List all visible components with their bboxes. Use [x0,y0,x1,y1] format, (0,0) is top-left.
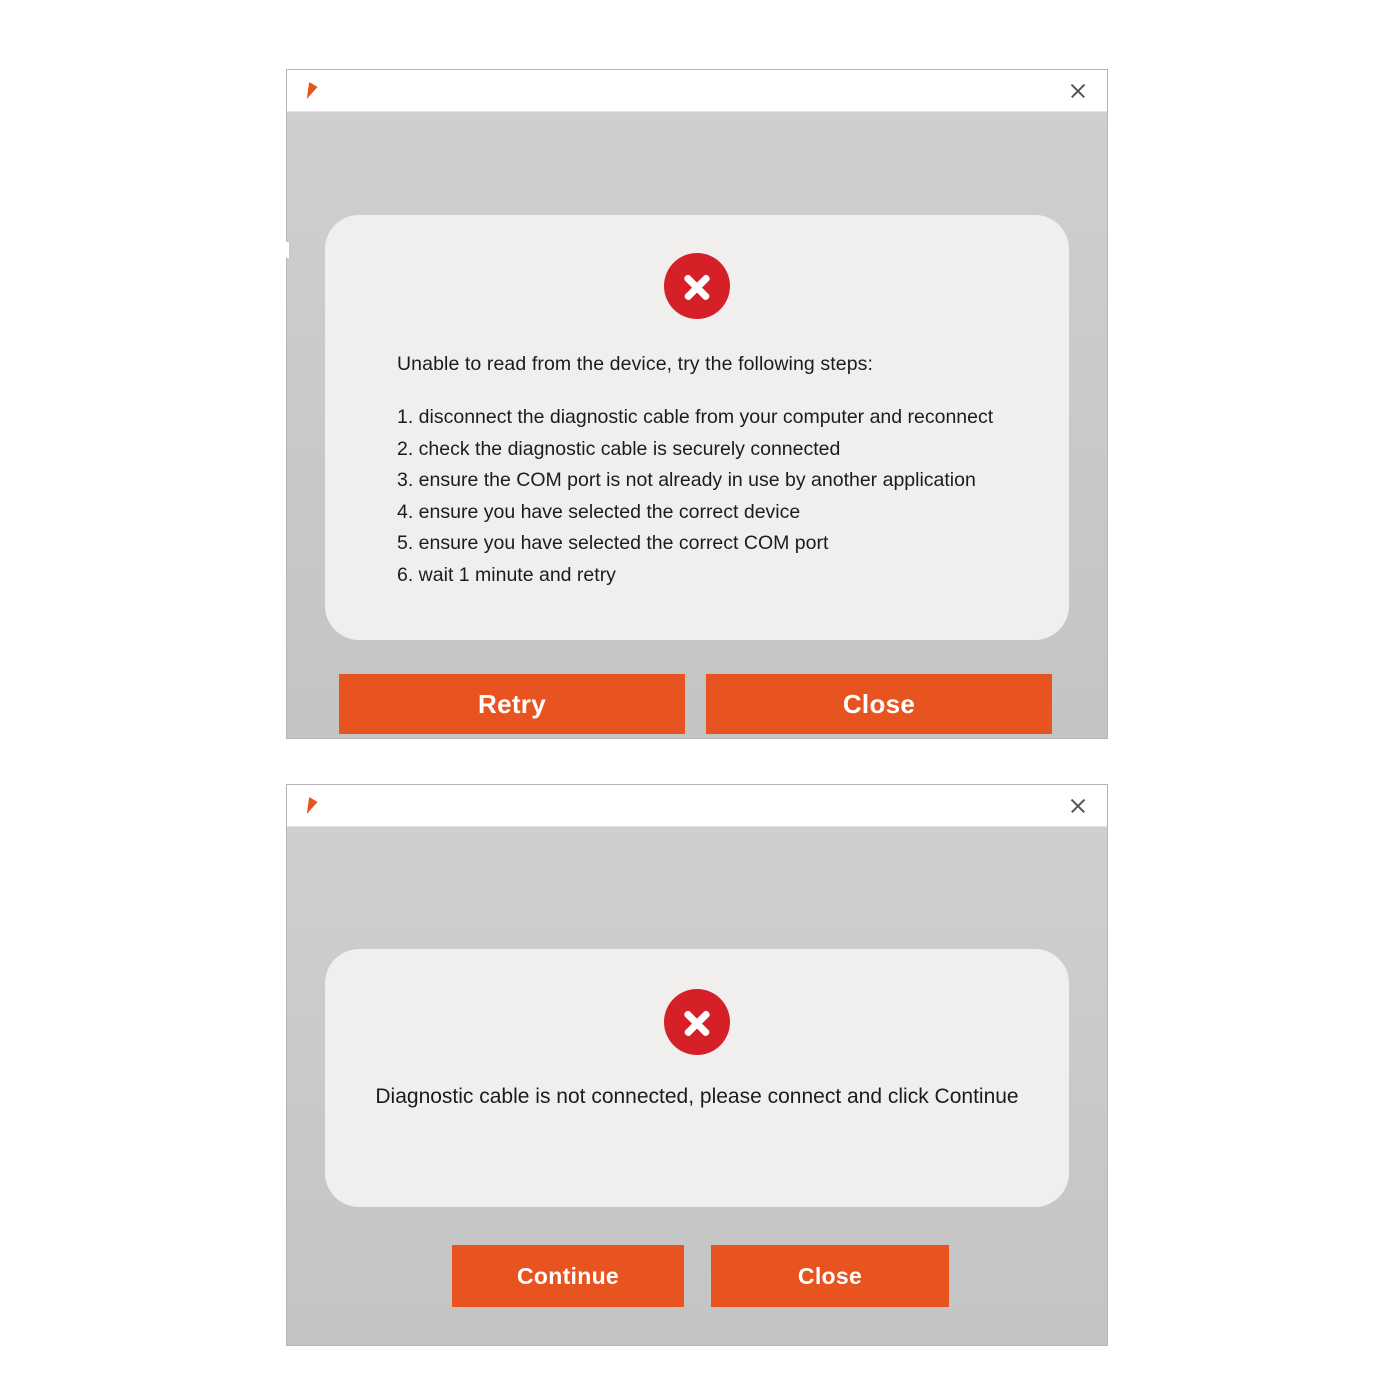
retry-button[interactable]: Retry [339,674,685,734]
message-body [359,353,1035,591]
window-body [287,112,1107,738]
list-item: 3. ensure the COM port is not already in use by another application [397,469,976,492]
list-item: 4. ensure you have selected the correct device [397,500,801,523]
troubleshooting-steps-list [397,402,1025,591]
list-item: 2. check the diagnostic cable is securely connected [397,437,841,460]
continue-button[interactable]: Continue [452,1245,684,1307]
message-text: Diagnostic cable is not connected, please connect and click Continue [375,1085,1019,1108]
close-icon[interactable] [1065,78,1091,104]
read-error-dialog-window [287,70,1107,738]
close-icon[interactable] [1065,793,1091,819]
message-card [325,215,1069,640]
cable-not-connected-dialog-window [287,785,1107,1345]
message-lead-text: Unable to read from the device, try the following steps: [397,353,874,375]
error-circle-x-icon [664,253,730,319]
window-edge-nub [281,242,289,258]
close-button[interactable]: Close [711,1245,949,1307]
flame-logo-icon [305,81,325,101]
list-item: 1. disconnect the diagnostic cable from your computer and reconnect [397,406,994,428]
flame-logo-icon [305,796,325,816]
titlebar [287,70,1107,112]
list-item: 6. wait 1 minute and retry [397,563,616,586]
close-button[interactable]: Close [706,674,1052,734]
window-body [287,827,1107,1345]
message-card [325,949,1069,1207]
error-circle-x-icon [664,989,730,1055]
titlebar [287,785,1107,827]
list-item: 5. ensure you have selected the correct COM port [397,532,829,555]
